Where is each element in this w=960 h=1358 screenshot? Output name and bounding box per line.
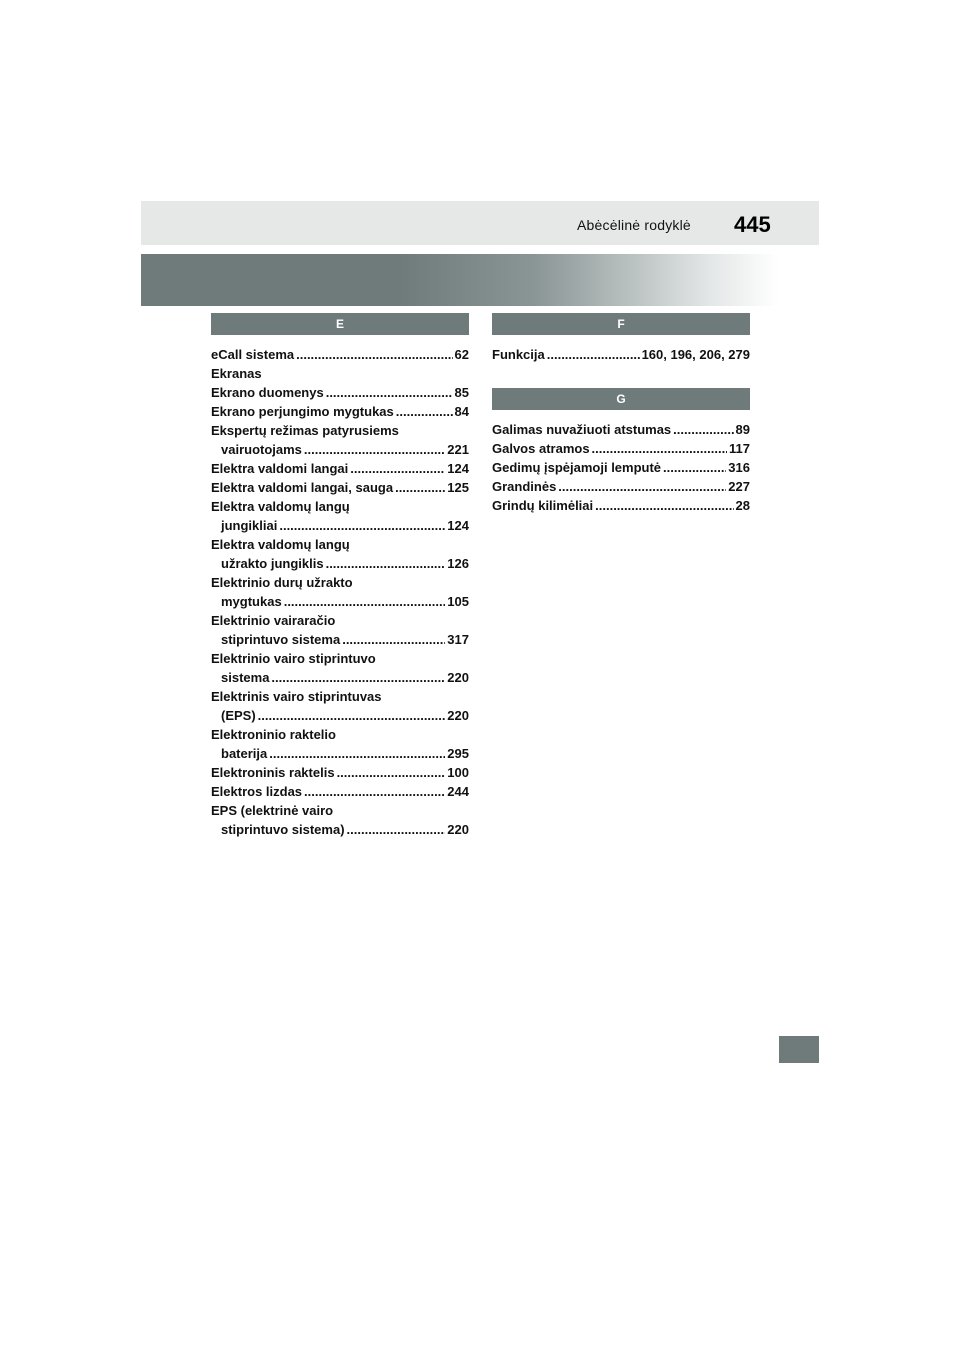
dot-leader bbox=[269, 744, 445, 763]
index-entry[interactable] bbox=[211, 402, 469, 421]
dot-leader bbox=[326, 554, 446, 573]
dot-leader bbox=[284, 592, 446, 611]
index-column-left bbox=[211, 313, 469, 839]
entry-page[interactable]: 160, 196, 206, 279 bbox=[641, 347, 750, 362]
entry-text: Elektra valdomų langų bbox=[211, 499, 350, 514]
entry-page[interactable]: 220 bbox=[447, 708, 469, 723]
entry-text: Grandinės bbox=[492, 479, 557, 494]
index-entry-heading bbox=[211, 725, 469, 744]
entry-text: Elektrinio durų užrakto bbox=[211, 575, 353, 590]
index-entry-heading bbox=[211, 801, 469, 820]
index-entry[interactable] bbox=[492, 496, 750, 515]
dot-leader bbox=[673, 420, 733, 439]
letter-header-e: E bbox=[211, 313, 469, 335]
entry-text: Ekspertų režimas patyrusiems bbox=[211, 423, 399, 438]
entry-text: užrakto jungiklis bbox=[221, 556, 324, 571]
dot-leader bbox=[395, 478, 445, 497]
dot-leader bbox=[337, 763, 446, 782]
entry-page[interactable]: 220 bbox=[447, 670, 469, 685]
entry-page[interactable]: 62 bbox=[454, 347, 469, 362]
index-entry[interactable] bbox=[211, 782, 469, 801]
index-column-right bbox=[492, 313, 750, 515]
entry-text: (EPS) bbox=[221, 708, 256, 723]
entry-text: Elektrinis vairo stiprintuvas bbox=[211, 689, 382, 704]
entry-page[interactable]: 105 bbox=[447, 594, 469, 609]
index-entry[interactable] bbox=[211, 383, 469, 402]
entry-text: Elektrinio vairaračio bbox=[211, 613, 336, 628]
entry-page[interactable]: 126 bbox=[447, 556, 469, 571]
index-entry[interactable] bbox=[211, 345, 469, 364]
entry-text: vairuotojams bbox=[221, 442, 302, 457]
chapter-tab bbox=[779, 1036, 819, 1063]
entry-page[interactable]: 317 bbox=[447, 632, 469, 647]
entry-page[interactable]: 117 bbox=[729, 441, 750, 456]
index-entry[interactable] bbox=[492, 345, 750, 364]
index-entry[interactable] bbox=[492, 458, 750, 477]
dot-leader bbox=[279, 516, 445, 535]
dot-leader bbox=[663, 458, 726, 477]
entry-text: mygtukas bbox=[221, 594, 282, 609]
entry-text: baterija bbox=[221, 746, 268, 761]
entry-page[interactable]: 89 bbox=[735, 422, 750, 437]
index-entry-heading bbox=[211, 611, 469, 630]
entry-page[interactable]: 316 bbox=[728, 460, 750, 475]
index-entry-list bbox=[211, 345, 469, 839]
dot-leader bbox=[347, 820, 446, 839]
entry-text: Elektra valdomi langai bbox=[211, 461, 349, 476]
entry-page[interactable]: 295 bbox=[447, 746, 469, 761]
page-number: 445 bbox=[734, 212, 771, 237]
entry-page[interactable]: 85 bbox=[454, 385, 469, 400]
dot-leader bbox=[547, 345, 640, 364]
index-entry[interactable] bbox=[211, 516, 469, 535]
entry-page[interactable]: 221 bbox=[447, 442, 469, 457]
letter-header-f: F bbox=[492, 313, 750, 335]
dot-leader bbox=[271, 668, 445, 687]
index-entry-heading bbox=[211, 421, 469, 440]
dot-leader bbox=[558, 477, 726, 496]
entry-page[interactable]: 220 bbox=[447, 822, 469, 837]
entry-page[interactable]: 100 bbox=[447, 765, 469, 780]
index-entry-list bbox=[492, 345, 750, 364]
index-entry-heading bbox=[211, 573, 469, 592]
index-entry[interactable] bbox=[211, 630, 469, 649]
index-entry[interactable] bbox=[211, 554, 469, 573]
entry-text: Elektroninio raktelio bbox=[211, 727, 336, 742]
index-entry-heading bbox=[211, 497, 469, 516]
entry-text: Elektrinio vairo stiprintuvo bbox=[211, 651, 376, 666]
dot-leader bbox=[595, 496, 733, 515]
dot-leader bbox=[304, 440, 445, 459]
entry-page[interactable]: 244 bbox=[447, 784, 469, 799]
section-title: Abėcėlinė rodyklė bbox=[577, 217, 691, 233]
index-entry[interactable] bbox=[492, 439, 750, 458]
index-entry-list bbox=[492, 420, 750, 515]
index-entry[interactable] bbox=[211, 440, 469, 459]
entry-text: Elektroninis raktelis bbox=[211, 765, 335, 780]
index-entry bbox=[211, 364, 469, 383]
entry-text: sistema bbox=[221, 670, 270, 685]
dot-leader bbox=[592, 439, 727, 458]
index-entry[interactable] bbox=[211, 459, 469, 478]
entry-text: Gedimų įspėjamoji lemputė bbox=[492, 460, 662, 475]
entry-text: Ekranas bbox=[211, 366, 262, 381]
entry-text: Galvos atramos bbox=[492, 441, 590, 456]
entry-text: Grindų kilimėliai bbox=[492, 498, 594, 513]
entry-text: stiprintuvo sistema) bbox=[221, 822, 345, 837]
entry-page[interactable]: 84 bbox=[454, 404, 469, 419]
entry-text: Ekrano duomenys bbox=[211, 385, 324, 400]
index-entry[interactable] bbox=[211, 744, 469, 763]
dot-leader bbox=[304, 782, 445, 801]
index-entry[interactable] bbox=[492, 420, 750, 439]
entry-text: stiprintuvo sistema bbox=[221, 632, 341, 647]
header-band bbox=[141, 201, 819, 245]
dot-leader bbox=[350, 459, 445, 478]
index-entry-heading bbox=[211, 687, 469, 706]
index-entry[interactable] bbox=[211, 592, 469, 611]
index-entry[interactable] bbox=[211, 478, 469, 497]
index-entry[interactable] bbox=[211, 668, 469, 687]
entry-page[interactable]: 125 bbox=[447, 480, 469, 495]
letter-header-g: G bbox=[492, 388, 750, 410]
entry-text: Galimas nuvažiuoti atstumas bbox=[492, 422, 672, 437]
index-entry[interactable] bbox=[211, 820, 469, 839]
index-entry[interactable] bbox=[211, 706, 469, 725]
decorative-gradient-bar bbox=[141, 254, 819, 306]
index-entry[interactable] bbox=[211, 763, 469, 782]
entry-text: Ekrano perjungimo mygtukas bbox=[211, 404, 394, 419]
entry-text: Elektra valdomi langai, sauga bbox=[211, 480, 394, 495]
dot-leader bbox=[296, 345, 452, 364]
index-entry-heading bbox=[211, 535, 469, 554]
index-entry-heading bbox=[211, 649, 469, 668]
dot-leader bbox=[342, 630, 445, 649]
entry-text: EPS (elektrinė vairo bbox=[211, 803, 334, 818]
entry-page[interactable]: 227 bbox=[728, 479, 750, 494]
dot-leader bbox=[396, 402, 453, 421]
dot-leader bbox=[258, 706, 446, 725]
entry-text: Elektra valdomų langų bbox=[211, 537, 350, 552]
entry-text: Funkcija bbox=[492, 347, 545, 362]
dot-leader bbox=[326, 383, 453, 402]
entry-page[interactable]: 124 bbox=[447, 518, 469, 533]
index-entry[interactable] bbox=[492, 477, 750, 496]
entry-page[interactable]: 28 bbox=[735, 498, 750, 513]
entry-text: eCall sistema bbox=[211, 347, 295, 362]
entry-text: Elektros lizdas bbox=[211, 784, 303, 799]
entry-page[interactable]: 124 bbox=[447, 461, 469, 476]
entry-text: jungikliai bbox=[221, 518, 278, 533]
